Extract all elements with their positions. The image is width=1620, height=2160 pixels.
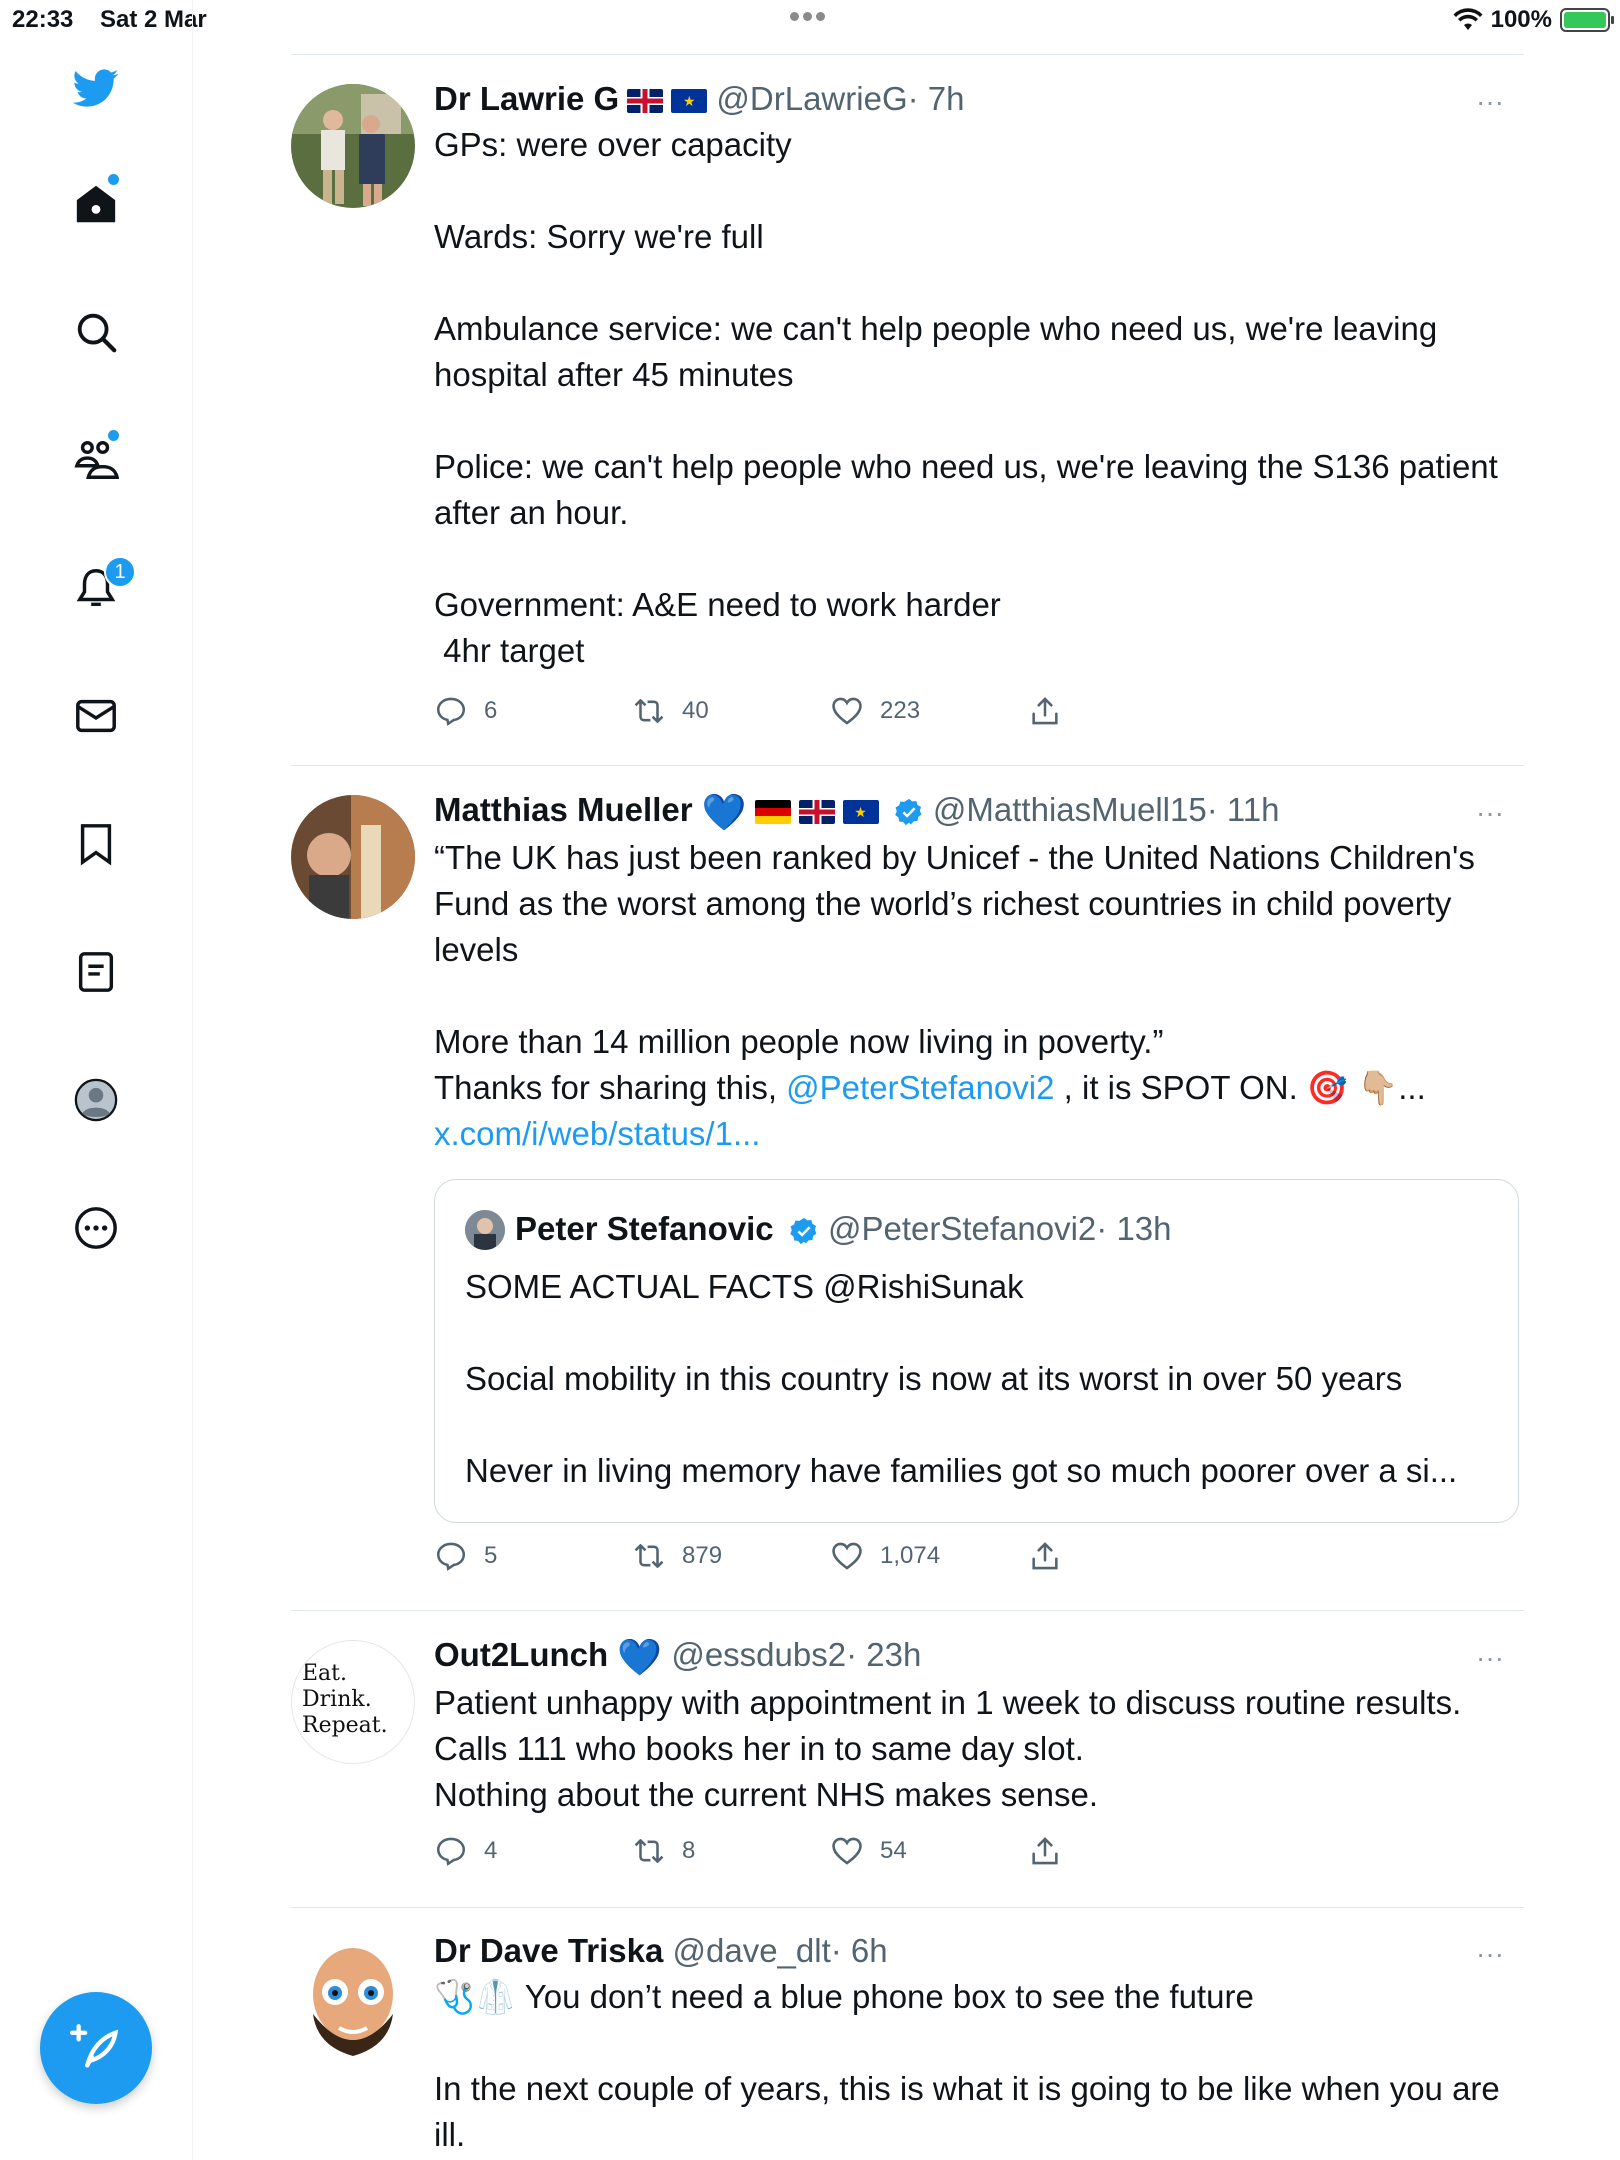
share-button[interactable] [1028,694,1062,728]
tweet-time[interactable]: · 6h [830,1932,888,1969]
retweet-icon [632,1834,666,1868]
quoted-tweet[interactable] [434,1179,1519,1523]
mention-link[interactable]: @PeterStefanovi2 [786,1069,1055,1107]
share-icon [1028,1539,1062,1573]
tweet-more-icon[interactable]: ··· [1476,1938,1504,1969]
author-handle[interactable]: @essdubs2 [671,1636,847,1673]
avatar[interactable] [291,795,415,919]
tweet-actions [434,694,1334,734]
avatar[interactable] [291,84,415,208]
reply-icon [434,1539,468,1573]
retweet-button[interactable] [632,1834,695,1868]
share-icon [1028,694,1062,728]
compose-feather-icon [70,2022,122,2074]
eu-flag-icon [671,89,707,113]
status-right [1453,4,1610,36]
retweet-count: 879 [682,1542,723,1569]
avatar-text-line: Repeat. [302,1713,388,1738]
tweet-text-end: , it is SPOT ON. 🎯 👇🏼... [1054,1069,1426,1107]
reply-count: 6 [484,697,498,724]
reply-button[interactable] [434,694,497,728]
verified-badge-icon [789,1216,819,1246]
quote-author-name[interactable]: Peter Stefanovic [515,1210,774,1247]
tweet-more-icon[interactable]: ··· [1476,797,1504,828]
notifications-bell-icon[interactable] [64,556,128,620]
tweet-link[interactable]: x.com/i/web/status/1... [434,1115,761,1153]
avatar[interactable] [291,1640,415,1764]
wifi-icon [1453,8,1483,32]
quote-author-handle[interactable]: @PeterStefanovi2 [827,1210,1097,1247]
search-icon[interactable] [64,300,128,364]
avatar[interactable] [291,1936,415,2060]
avatar-text-line: Drink. [302,1687,372,1712]
retweet-button[interactable] [632,694,709,728]
tweet-text [434,835,1519,1157]
quote-text: SOME ACTUAL FACTS @RishiSunak Social mobility in this country is now at its worst in over 50 years Never in living memory have families got so much poorer over a si... [465,1268,1458,1489]
retweet-count: 8 [682,1837,696,1864]
feed-divider [291,765,1524,766]
like-button[interactable] [830,694,920,728]
lists-icon[interactable] [64,940,128,1004]
tweet-time[interactable]: · 11h [1206,791,1280,828]
reply-icon [434,1834,468,1868]
tweet-actions [434,1539,1334,1579]
uk-flag-icon [627,89,663,113]
status-bar [0,0,1620,40]
like-button[interactable] [830,1834,907,1868]
heart-icon [830,1834,864,1868]
tweet-text-main: “The UK has just been ranked by Unicef - the United Nations Children's Fund as the worst among the world’s richest countries in child poverty levels More than 14 million people now living in poverty.” Thanks for sharing this, [434,839,1475,1107]
tweet-text: 🩺🥼 You don’t need a blue phone box to see the future In the next couple of years, this is what it is going to be like when you are ill. [434,1978,1500,2153]
share-button[interactable] [1028,1539,1062,1573]
profile-avatar-icon[interactable] [64,1068,128,1132]
feed-divider [291,54,1524,55]
communities-icon[interactable] [64,428,128,492]
battery-icon [1560,8,1610,32]
author-handle[interactable]: @DrLawrieG [716,80,908,117]
like-button[interactable] [830,1539,940,1573]
tweet-more-icon[interactable]: ··· [1476,1642,1504,1673]
reply-icon [434,694,468,728]
share-button[interactable] [1028,1834,1062,1868]
reply-button[interactable] [434,1834,497,1868]
tweet-actions [434,1834,1334,1874]
sidebar-nav [0,0,193,2160]
status-time: 22:33 [12,6,74,33]
status-date: Sat 2 Mar [100,6,207,33]
share-icon [1028,1834,1062,1868]
bookmark-icon[interactable] [64,812,128,876]
battery-percent: 100% [1490,6,1552,33]
retweet-button[interactable] [632,1539,722,1573]
tweet-time[interactable]: · 23h [846,1636,922,1673]
author-name[interactable]: Out2Lunch [434,1636,609,1673]
eu-flag-icon [843,800,879,824]
notifications-badge: 1 [104,556,136,588]
retweet-count: 40 [682,697,709,724]
uk-flag-icon [799,800,835,824]
home-unread-dot [108,174,119,185]
heart-icon [830,1539,864,1573]
blue-heart-icon: 💙 [701,791,747,833]
verified-badge-icon [894,797,924,827]
messages-envelope-icon[interactable] [64,684,128,748]
avatar-text-line: Eat. [302,1661,348,1686]
author-handle[interactable]: @MatthiasMuell15 [932,791,1207,828]
more-options-icon[interactable] [64,1196,128,1260]
author-handle[interactable]: @dave_dlt [672,1932,831,1969]
tweet-more-icon[interactable]: ··· [1476,86,1504,117]
feed-divider [291,1610,1524,1611]
home-icon[interactable] [64,172,128,236]
author-name[interactable]: Dr Lawrie G [434,80,620,117]
author-name[interactable]: Dr Dave Triska [434,1932,664,1969]
compose-tweet-button[interactable] [40,1992,152,2104]
reply-count: 4 [484,1837,498,1864]
tweet-text: GPs: were over capacity Wards: Sorry we're full Ambulance service: we can't help people who need us, we're leaving hospital after 45 minutes Police: we can't help people who need us, we're leaving the S136 patient after an hour. Government: A&E need to work harder 4hr target [434,126,1498,669]
quote-time[interactable]: · 13h [1096,1210,1172,1247]
retweet-icon [632,694,666,728]
twitter-bird-icon[interactable] [64,56,128,120]
german-flag-icon [755,800,791,824]
feed-divider [291,1907,1524,1908]
communities-unread-dot [108,430,119,441]
author-name[interactable]: Matthias Mueller [434,791,693,828]
quote-avatar[interactable] [465,1210,505,1250]
tweet-text: Patient unhappy with appointment in 1 week to discuss routine results. Calls 111 who books her in to same day slot. Nothing about the current NHS makes sense. [434,1684,1462,1814]
like-count: 54 [880,1837,907,1864]
heart-icon [830,694,864,728]
reply-button[interactable] [434,1539,497,1573]
like-count: 1,074 [880,1542,941,1569]
retweet-icon [632,1539,666,1573]
multitasking-dots-icon[interactable] [790,8,838,28]
like-count: 223 [880,697,921,724]
tweet-time[interactable]: · 7h [907,80,965,117]
reply-count: 5 [484,1542,498,1569]
blue-heart-icon: 💙 [617,1636,663,1678]
